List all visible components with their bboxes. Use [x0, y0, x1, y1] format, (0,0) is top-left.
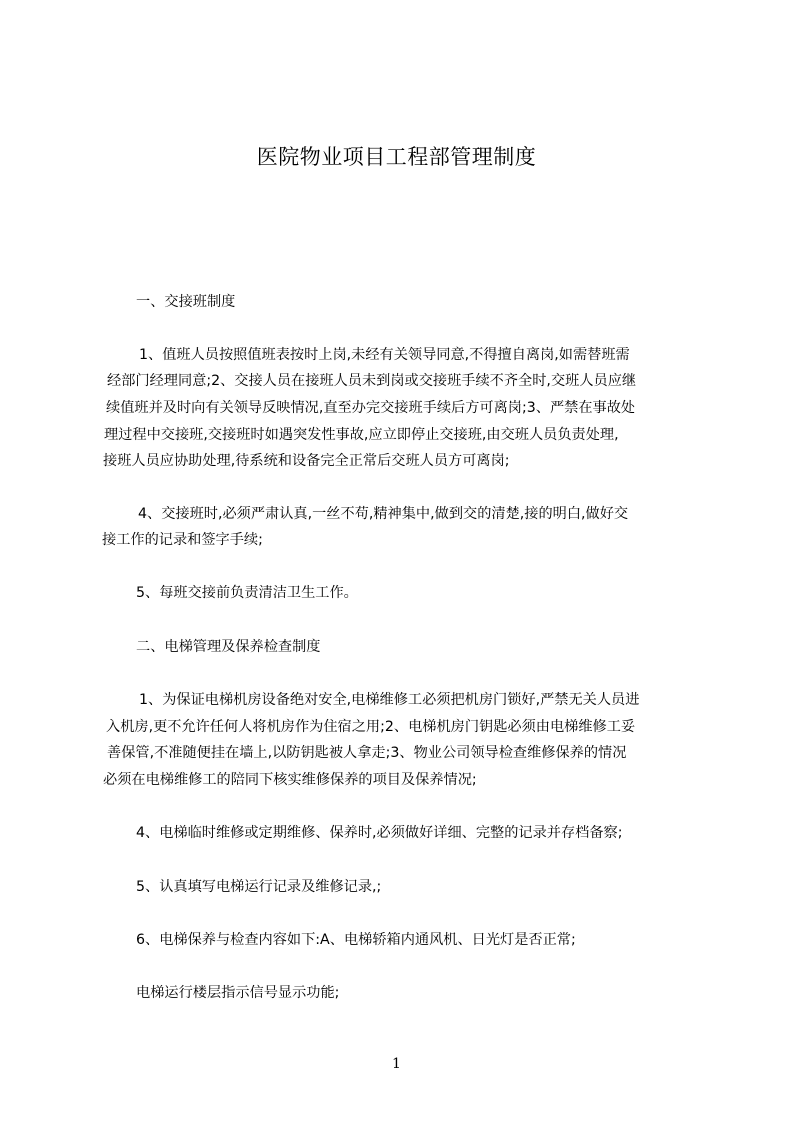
page-number: 1: [392, 1056, 401, 1072]
paragraph-line: 6、电梯保养与检查内容如下:A、电梯轿箱内通风机、日光灯是否正常;: [136, 932, 576, 948]
paragraph-line: 续值班并及时向有关领导反映情况,直至办完交接班手续后方可离岗;3、严禁在事故处: [106, 400, 636, 416]
section-heading-handover: 一、交接班制度: [136, 294, 236, 310]
paragraph-line: 5、每班交接前负责清洁卫生工作。: [136, 585, 358, 601]
paragraph-line: 善保管,不准随便挂在墙上,以防钥匙被人拿走;3、物业公司领导检查维修保养的情况: [107, 745, 627, 761]
paragraph-line: 4、电梯临时维修或定期维修、保养时,必须做好详细、完整的记录并存档备察;: [136, 825, 623, 841]
paragraph-line: 电梯运行楼层指示信号显示功能;: [136, 985, 340, 1001]
paragraph-line: 4、交接班时,必须严肃认真,一丝不苟,精神集中,做到交的清楚,接的明白,做好交: [138, 506, 629, 522]
paragraph-line: 理过程中交接班,交接班时如遇突发性事故,应立即停止交接班,由交班人员负责处理,: [104, 427, 619, 443]
paragraph-line: 1、值班人员按照值班表按时上岗,未经有关领导同意,不得擅自离岗,如需替班需: [139, 347, 630, 363]
document-title: 医院物业项目工程部管理制度: [256, 145, 537, 169]
section-heading-elevator: 二、电梯管理及保养检查制度: [136, 639, 321, 655]
paragraph-line: 经部门经理同意;2、交接人员在接班人员未到岗或交接班手续不齐全时,交班人员应继: [107, 373, 637, 389]
paragraph-line: 必须在电梯维修工的陪同下核实维修保养的项目及保养情况;: [103, 772, 477, 788]
paragraph-line: 接班人员应协助处理,待系统和设备完全正常后交班人员方可离岗;: [103, 453, 510, 469]
paragraph-line: 5、认真填写电梯运行记录及维修记录,;: [136, 879, 382, 895]
paragraph-line: 入机房,更不允许任何人将机房作为住宿之用;2、电梯机房门钥匙必须由电梯维修工妥: [106, 719, 636, 735]
paragraph-line: 1、为保证电梯机房设备绝对安全,电梯维修工必须把机房门锁好,严禁无关人员进: [139, 692, 640, 708]
paragraph-line: 接工作的记录和签字手续;: [102, 532, 263, 548]
